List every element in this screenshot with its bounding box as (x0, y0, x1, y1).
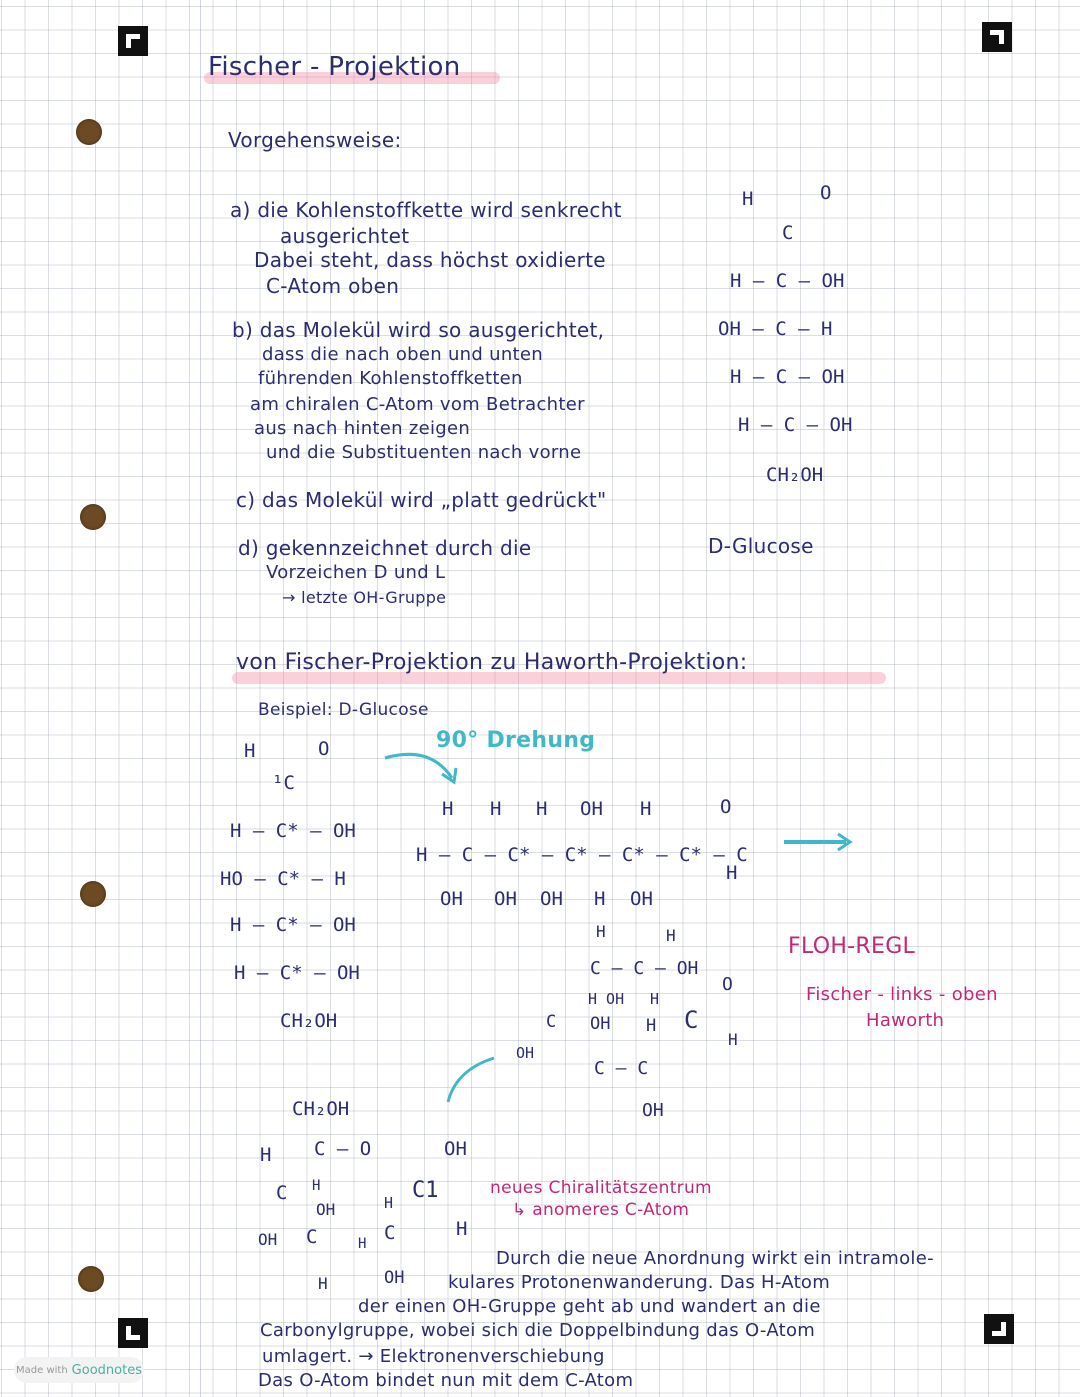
chain-top-label: OH (580, 798, 603, 820)
corner-marker-bottom-left (118, 1318, 148, 1348)
chain-top-label: H (442, 798, 454, 820)
ring-label: O (722, 974, 733, 995)
ring-label: H (646, 1016, 657, 1036)
step-b-line2: dass die nach oben und unten (262, 344, 543, 365)
right-arrow (780, 830, 860, 854)
haworth-label: OH (258, 1230, 278, 1249)
step-b-line6: und die Substituenten nach vorne (266, 442, 582, 463)
ring-label: C (546, 1012, 557, 1032)
chain-bottom-label: OH (494, 888, 517, 910)
rotation-arrow (380, 740, 470, 790)
fischer-right-row: CH₂OH (766, 464, 824, 486)
haworth-label: C (276, 1182, 288, 1204)
fischer-left-row: H – C* – OH (230, 820, 356, 842)
fischer-left-row: H – C* – OH (234, 962, 360, 984)
ring-label: H (666, 926, 676, 945)
step-a-line3: Dabei steht, dass höchst oxidierte (254, 248, 606, 272)
badge-brand: Goodnotes (71, 1362, 142, 1378)
ring-label: H (650, 990, 660, 1008)
haworth-label: OH (444, 1138, 467, 1160)
chain-top-label: H (536, 798, 548, 820)
ring-label: OH (590, 1014, 611, 1034)
corner-marker-bottom-right (984, 1314, 1014, 1344)
haworth-label: C (306, 1226, 318, 1248)
fischer-right-row: H – C – OH (730, 270, 845, 292)
section2-heading: von Fischer-Projektion zu Haworth-Projektion: (236, 650, 748, 675)
explanation-line: Durch die neue Anordnung wirkt ein intramole- (496, 1248, 934, 1269)
step-a-line1: a) die Kohlenstoffkette wird senkrecht (230, 198, 622, 222)
fischer-right-row: H – C – OH (730, 366, 845, 388)
step-d-line3: → letzte OH-Gruppe (282, 588, 447, 607)
badge-small-text: Made with (16, 1364, 68, 1376)
step-a-line4: C-Atom oben (266, 274, 400, 298)
haworth-label: C (384, 1222, 396, 1244)
explanation-line: kulares Protonenwanderung. Das H-Atom (448, 1272, 831, 1293)
chain-end-o: O (720, 796, 732, 818)
step-b-line5: aus nach hinten zeigen (254, 418, 471, 439)
haworth-label: CH₂OH (292, 1098, 350, 1120)
binder-hole (76, 119, 102, 145)
example-label: Beispiel: D-Glucose (258, 700, 429, 720)
rotation-label: 90° Drehung (436, 728, 596, 753)
haworth-label: H (312, 1178, 321, 1194)
fischer-right-row: H – C – OH (738, 414, 853, 436)
fischer-left-row: H – C* – OH (230, 914, 356, 936)
chain-bottom-label: OH (440, 888, 463, 910)
haworth-label: OH (384, 1268, 405, 1288)
step-b-line3: führenden Kohlenstoffketten (258, 368, 523, 389)
explanation-line: umlagert. → Elektronenverschiebung (262, 1346, 605, 1367)
curved-arrow (436, 1050, 506, 1110)
fischer-right-top-o: O (820, 182, 832, 204)
step-b-line1: b) das Molekül wird so ausgerichtet, (232, 318, 605, 342)
procedure-heading: Vorgehensweise: (228, 128, 402, 152)
step-d-line2: Vorzeichen D und L (266, 562, 446, 583)
ring-label: C (684, 1006, 699, 1034)
new-center-line1: neues Chiralitätszentrum (490, 1178, 712, 1198)
haworth-label: C – O (314, 1138, 372, 1160)
fischer-right-row: OH – C – H (718, 318, 833, 340)
ring-label: H OH (588, 990, 625, 1008)
step-a-line2: ausgerichtet (280, 224, 410, 248)
ring-label: OH (516, 1044, 535, 1062)
step-b-line4: am chiralen C-Atom vom Betrachter (250, 394, 585, 415)
corner-marker-top-right (982, 22, 1012, 52)
fischer-left-row: CH₂OH (280, 1010, 338, 1032)
haworth-label: H (318, 1274, 328, 1293)
goodnotes-badge (14, 1357, 144, 1383)
haworth-label: H (456, 1218, 468, 1240)
explanation-line: Carbonylgruppe, wobei sich die Doppelbindung das O-Atom (260, 1320, 816, 1341)
fischer-left-row: ¹C (272, 772, 295, 794)
binder-hole (80, 881, 106, 907)
margin-line (200, 0, 201, 1397)
ring-label: C – C (594, 1058, 649, 1079)
haworth-label: H (358, 1236, 367, 1252)
fischer-left-row: HO – C* – H (220, 868, 346, 890)
rule-title: FLOH-REGL (788, 934, 916, 959)
chain-top-label: H (640, 798, 652, 820)
chain-bottom-label: OH (630, 888, 653, 910)
ring-label: OH (642, 1100, 664, 1121)
corner-marker-top-left (118, 26, 148, 56)
binder-hole (80, 504, 106, 530)
chain-bottom-label: H (594, 888, 606, 910)
haworth-label: H (260, 1144, 272, 1166)
step-c-line1: c) das Molekül wird „platt gedrückt" (236, 488, 607, 512)
fischer-right-label: D-Glucose (708, 534, 814, 558)
binder-hole (78, 1266, 104, 1292)
step-d-line1: d) gekennzeichnet durch die (238, 536, 532, 560)
chain-main: H – C – C* – C* – C* – C* – C (416, 844, 748, 866)
fischer-right-row: C (782, 222, 794, 244)
rule-text-line1: Fischer - links - oben (806, 984, 998, 1005)
fischer-right-top-h: H (742, 188, 754, 210)
explanation-line: Das O-Atom bindet nun mit dem C-Atom (258, 1370, 634, 1391)
haworth-label: OH (316, 1200, 336, 1219)
rule-text-line2: Haworth (866, 1010, 945, 1031)
ring-label: H (728, 1030, 738, 1049)
ring-label: H (596, 922, 606, 941)
page-title: Fischer - Projektion (208, 52, 461, 82)
ring-label: C – C – OH (590, 958, 699, 979)
chain-end-h: H (726, 862, 738, 884)
explanation-line: der einen OH-Gruppe geht ab und wandert an die (358, 1296, 821, 1317)
chain-top-label: H (490, 798, 502, 820)
haworth-label: C1 (412, 1178, 439, 1203)
haworth-label: H (384, 1194, 394, 1212)
fischer-left-top-h: H (244, 740, 256, 762)
new-center-line2: ↳ anomeres C-Atom (512, 1200, 690, 1220)
fischer-left-top-o: O (318, 738, 330, 760)
chain-bottom-label: OH (540, 888, 563, 910)
